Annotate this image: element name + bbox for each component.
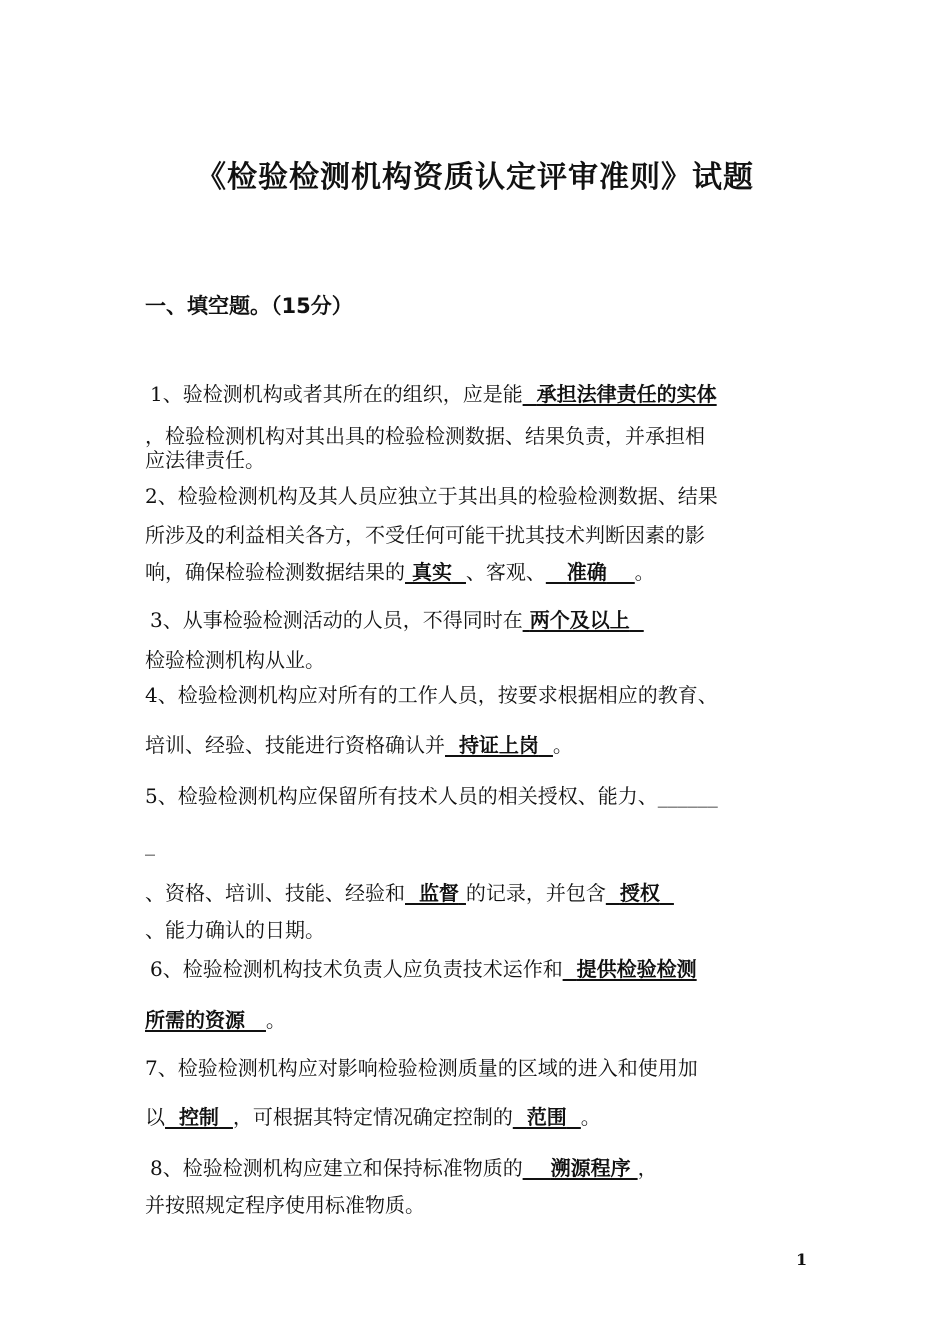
answer-blank: 溯源程序	[550, 1156, 631, 1180]
question-text: 1、验检测机构或者其所在的组织，应是能	[150, 382, 523, 406]
answer-blank: 授权	[619, 881, 660, 905]
question-text: 。	[634, 560, 655, 584]
question-text: 培训、经验、技能进行资格确认并	[145, 733, 445, 757]
question-4-line-2	[145, 729, 810, 758]
answer-blank: 监督	[418, 881, 459, 905]
question-3-line-2: 检验检测机构从业。	[145, 648, 325, 672]
question-5-line-1	[145, 780, 810, 809]
question-8-line-2: 并按照规定程序使用标准物质。	[145, 1193, 425, 1217]
question-text: 的记录，并包含	[465, 881, 606, 905]
answer-blank: 两个及以上	[529, 608, 630, 632]
question-text: 以	[145, 1105, 165, 1129]
question-7-line-1: 7、检验检测机构应对影响检验检测质量的区域的进入和使用加	[145, 1056, 698, 1080]
question-1-line-2: ，检验检测机构对其出具的检验检测数据、结果负责，并承担相	[145, 424, 705, 448]
question-2-line-1: 2、检验检测机构及其人员应独立于其出具的检验检测数据、结果	[145, 484, 718, 508]
section-heading: 一、填空题。（15分）	[145, 294, 353, 318]
answer-blank: 提供检验检测	[576, 957, 697, 981]
question-text: 8、检验检测机构应建立和保持标准物质的	[150, 1156, 523, 1180]
question-2-line-2: 所涉及的利益相关各方，不受任何可能干扰其技术判断因素的影	[145, 523, 705, 547]
answer-blank: 真实	[411, 560, 452, 584]
question-text: 。	[580, 1105, 601, 1129]
question-text: 。	[265, 1008, 286, 1032]
question-5-line-4: 、能力确认的日期。	[145, 918, 325, 942]
question-2-line-3	[145, 556, 810, 585]
question-text: ，	[637, 1156, 658, 1180]
question-text: 3、从事检验检测活动的人员，不得同时在	[150, 608, 523, 632]
question-text: 6、检验检测机构技术负责人应负责技术运作和	[150, 957, 563, 981]
question-5-line-2: _	[145, 832, 155, 856]
answer-blank: 准确	[566, 560, 607, 584]
question-text: 、客观、	[465, 560, 546, 584]
question-1-line-1	[150, 378, 815, 407]
page-number: 1	[796, 1250, 808, 1269]
answer-blank: 承担法律责任的实体	[536, 382, 717, 406]
question-6-line-2	[145, 1004, 810, 1033]
question-text: 响，确保检验检测数据结果的	[145, 560, 405, 584]
question-text: 、资格、培训、技能、经验和	[145, 881, 405, 905]
question-6-line-1	[150, 953, 815, 982]
answer-blank: 持证上岗	[458, 733, 539, 757]
question-3-line-1	[150, 604, 815, 633]
question-7-line-2	[145, 1101, 810, 1130]
answer-blank: ______	[657, 784, 718, 808]
question-1-line-3: 应法律责任。	[145, 448, 265, 472]
question-4-line-1: 4、检验检测机构应对所有的工作人员，按要求根据相应的教育、	[145, 683, 718, 707]
answer-blank: 所需的资源	[145, 1008, 245, 1032]
question-text: 5、检验检测机构应保留所有技术人员的相关授权、能力、	[145, 784, 658, 808]
question-text: ，可根据其特定情况确定控制的	[232, 1105, 513, 1129]
answer-blank: 控制	[178, 1105, 219, 1129]
question-8-line-1	[150, 1152, 815, 1181]
document-title: 《检验检测机构资质认定评审准则》试题	[196, 160, 754, 195]
answer-blank: 范围	[526, 1105, 567, 1129]
question-5-line-3	[145, 877, 810, 906]
question-text: 。	[552, 733, 573, 757]
